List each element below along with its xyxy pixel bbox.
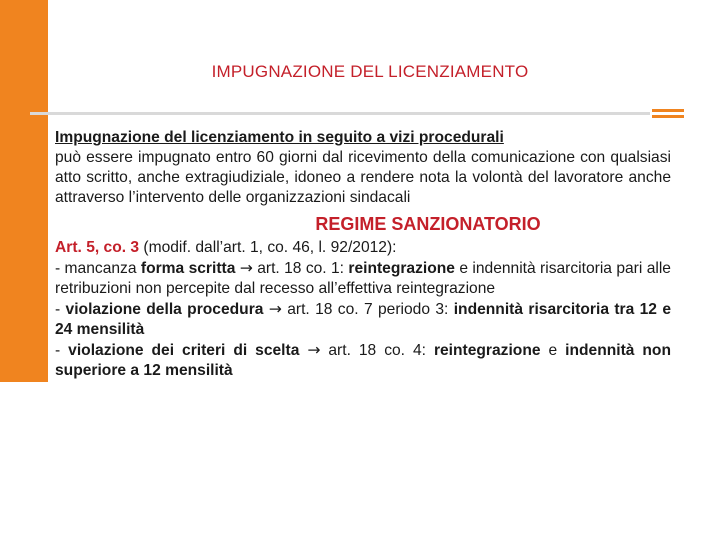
item1-remedy: reintegrazione <box>348 260 455 277</box>
left-accent-bar <box>0 0 48 382</box>
divider-accent-top <box>652 109 684 112</box>
item1-reference: art. 18 co. 1: <box>252 260 349 277</box>
arrow-right-icon: → <box>239 259 253 277</box>
arrow-right-icon: → <box>268 300 282 318</box>
item1-violation: forma scritta <box>140 260 236 277</box>
sanction-item-2 <box>55 299 671 340</box>
item3-prefix: - <box>55 342 69 359</box>
slide-title: IMPUGNAZIONE DEL LICENZIAMENTO <box>211 62 529 81</box>
item3-reference: art. 18 co. 4: <box>320 342 434 359</box>
title-divider <box>30 112 650 115</box>
slide-content <box>55 128 671 381</box>
divider-accent-bottom <box>652 115 684 118</box>
item3-violation: violazione dei criteri di scelta <box>68 342 300 359</box>
section1-heading: Impugnazione del licenziamento in seguito a vizi procedurali <box>55 129 504 146</box>
sanction-item-1 <box>55 258 671 299</box>
item1-prefix: - mancanza <box>55 260 141 277</box>
item3-conjunction: e <box>540 342 566 359</box>
section1-body: può essere impugnato entro 60 giorni dal ricevimento della comunicazione con qualsiasi atto scritto, anche extragiudiziale, idoneo a rendere nota la volontà del lavoratore anche attraverso l’intervento delle organizzazioni sindacali <box>55 149 671 206</box>
arrow-right-icon: → <box>307 341 321 359</box>
item3-remedy: reintegrazione <box>433 342 541 359</box>
item2-prefix: - <box>55 301 66 318</box>
item1-detail: e indennità risarcitoria pari alle retribuzioni non percepite dal recesso all’effettiva reintegrazione <box>55 260 671 297</box>
sanction-item-3 <box>55 340 671 381</box>
item2-remedy: indennità risarcitoria tra 12 e 24 mensilità <box>55 301 671 338</box>
legal-reference-detail: (modif. dall’art. 1, co. 46, l. 92/2012): <box>139 239 397 256</box>
legal-reference-article: Art. 5, co. 3 <box>55 239 140 256</box>
legal-reference <box>55 238 671 258</box>
item2-violation: violazione della procedura <box>65 301 264 318</box>
item3-remedy-2: indennità non superiore a 12 mensilità <box>55 342 671 379</box>
item2-reference: art. 18 co. 7 periodo 3: <box>281 301 454 318</box>
section2-heading: REGIME SANZIONATORIO <box>315 214 541 234</box>
